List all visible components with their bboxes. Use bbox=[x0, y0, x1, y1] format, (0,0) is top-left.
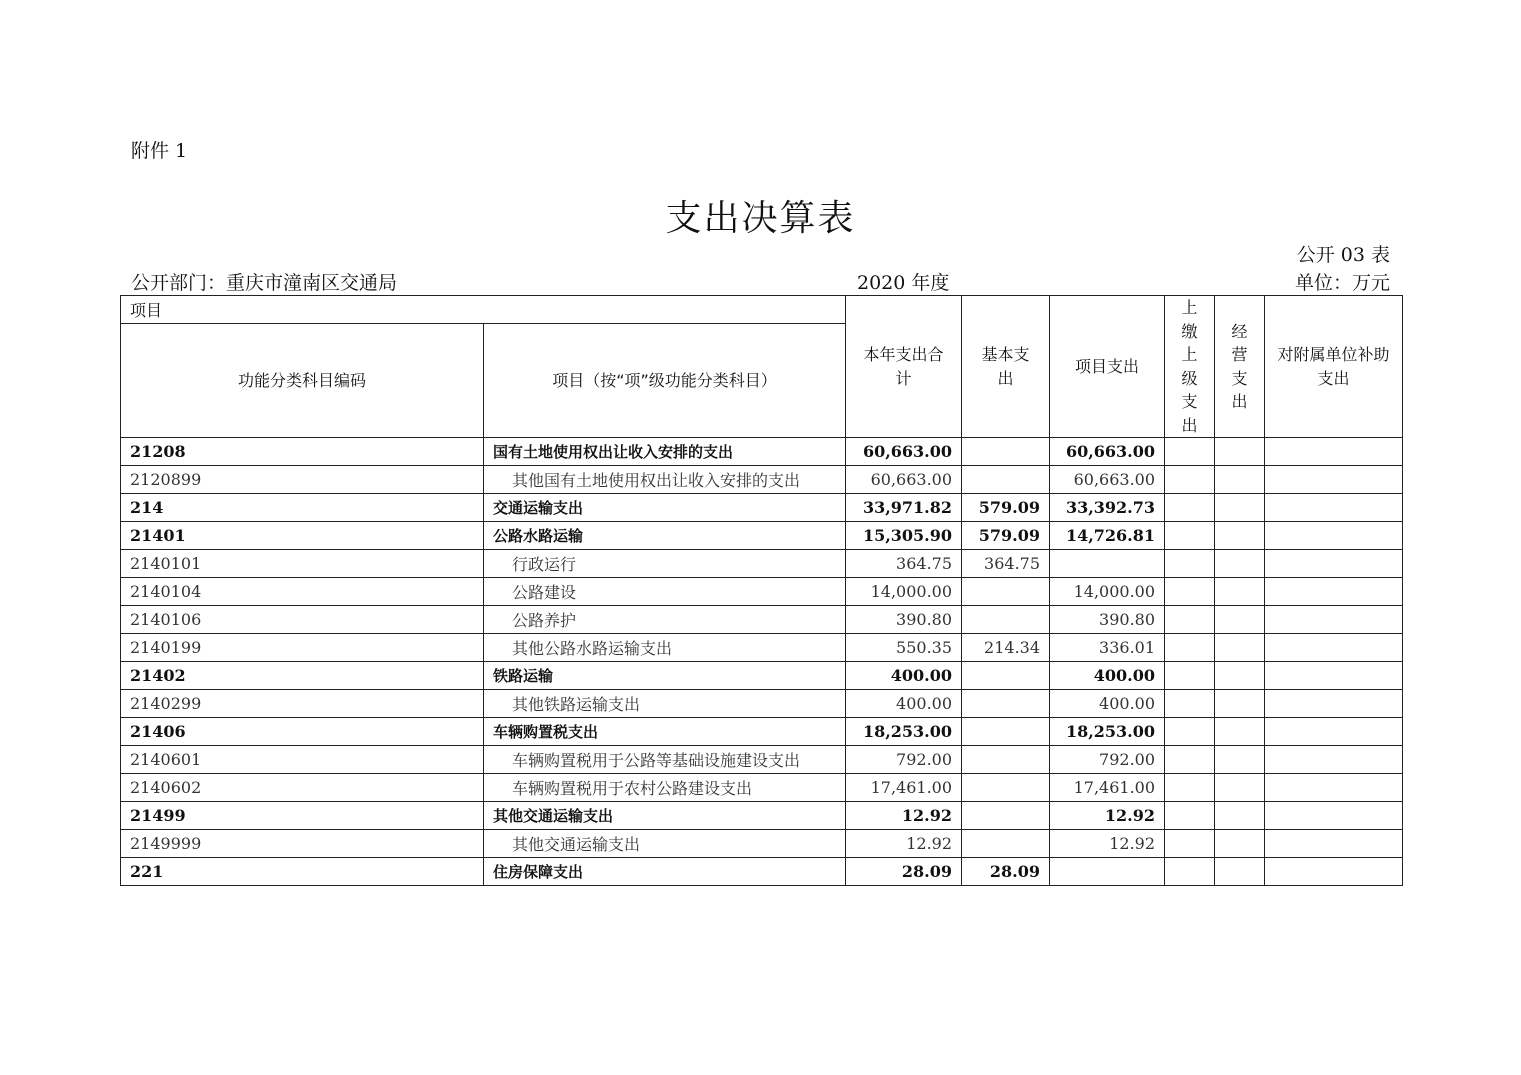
row-basic bbox=[962, 774, 1050, 802]
row-name: 公路建设 bbox=[484, 578, 846, 606]
row-total: 400.00 bbox=[846, 662, 962, 690]
row-name: 其他国有土地使用权出让收入安排的支出 bbox=[484, 466, 846, 494]
row-project bbox=[1050, 550, 1165, 578]
row-upper bbox=[1165, 438, 1215, 466]
row-total: 33,971.82 bbox=[846, 494, 962, 522]
row-business bbox=[1215, 438, 1265, 466]
row-name: 国有土地使用权出让收入安排的支出 bbox=[484, 438, 846, 466]
row-total: 14,000.00 bbox=[846, 578, 962, 606]
row-project: 17,461.00 bbox=[1050, 774, 1165, 802]
row-total: 12.92 bbox=[846, 830, 962, 858]
table-number: 公开 03 表 bbox=[1296, 244, 1390, 266]
row-subsidy bbox=[1265, 550, 1403, 578]
table-row bbox=[121, 494, 1403, 522]
table-row bbox=[121, 438, 1403, 466]
row-business bbox=[1215, 494, 1265, 522]
department-label: 公开部门：重庆市潼南区交通局 bbox=[131, 272, 398, 294]
row-project: 12.92 bbox=[1050, 830, 1165, 858]
row-business bbox=[1215, 662, 1265, 690]
row-basic bbox=[962, 438, 1050, 466]
row-business bbox=[1215, 634, 1265, 662]
row-business bbox=[1215, 830, 1265, 858]
row-business bbox=[1215, 690, 1265, 718]
row-business bbox=[1215, 606, 1265, 634]
row-project: 33,392.73 bbox=[1050, 494, 1165, 522]
row-code: 2140106 bbox=[121, 606, 484, 634]
row-project: 14,000.00 bbox=[1050, 578, 1165, 606]
row-subsidy bbox=[1265, 522, 1403, 550]
row-total: 400.00 bbox=[846, 690, 962, 718]
row-total: 17,461.00 bbox=[846, 774, 962, 802]
header-item: 项目 bbox=[121, 296, 846, 324]
row-project: 336.01 bbox=[1050, 634, 1165, 662]
row-subsidy bbox=[1265, 634, 1403, 662]
table-row bbox=[121, 746, 1403, 774]
table-row bbox=[121, 718, 1403, 746]
row-upper bbox=[1165, 802, 1215, 830]
row-upper bbox=[1165, 466, 1215, 494]
row-total: 550.35 bbox=[846, 634, 962, 662]
table-row bbox=[121, 662, 1403, 690]
row-total: 28.09 bbox=[846, 858, 962, 886]
table-row bbox=[121, 550, 1403, 578]
row-business bbox=[1215, 774, 1265, 802]
row-upper bbox=[1165, 830, 1215, 858]
row-subsidy bbox=[1265, 718, 1403, 746]
row-subsidy bbox=[1265, 438, 1403, 466]
row-subsidy bbox=[1265, 830, 1403, 858]
row-upper bbox=[1165, 494, 1215, 522]
row-name: 其他铁路运输支出 bbox=[484, 690, 846, 718]
row-basic bbox=[962, 690, 1050, 718]
attachment-label: 附件 1 bbox=[131, 140, 188, 162]
row-business bbox=[1215, 858, 1265, 886]
row-subsidy bbox=[1265, 746, 1403, 774]
row-code: 2149999 bbox=[121, 830, 484, 858]
row-business bbox=[1215, 578, 1265, 606]
row-code: 2140104 bbox=[121, 578, 484, 606]
row-subsidy bbox=[1265, 802, 1403, 830]
row-business bbox=[1215, 522, 1265, 550]
header-total: 本年支出合计 bbox=[846, 296, 962, 438]
table-row bbox=[121, 606, 1403, 634]
row-code: 21401 bbox=[121, 522, 484, 550]
row-basic bbox=[962, 830, 1050, 858]
row-business bbox=[1215, 746, 1265, 774]
table-row bbox=[121, 830, 1403, 858]
row-basic: 214.34 bbox=[962, 634, 1050, 662]
row-subsidy bbox=[1265, 466, 1403, 494]
table-row bbox=[121, 522, 1403, 550]
header-project: 项目支出 bbox=[1050, 296, 1165, 438]
row-name: 车辆购置税用于农村公路建设支出 bbox=[484, 774, 846, 802]
row-basic bbox=[962, 746, 1050, 774]
row-code: 2140299 bbox=[121, 690, 484, 718]
row-code: 214 bbox=[121, 494, 484, 522]
row-project: 60,663.00 bbox=[1050, 438, 1165, 466]
row-subsidy bbox=[1265, 494, 1403, 522]
row-code: 21208 bbox=[121, 438, 484, 466]
row-upper bbox=[1165, 662, 1215, 690]
row-project: 390.80 bbox=[1050, 606, 1165, 634]
row-project: 60,663.00 bbox=[1050, 466, 1165, 494]
row-subsidy bbox=[1265, 858, 1403, 886]
row-business bbox=[1215, 550, 1265, 578]
table-row bbox=[121, 578, 1403, 606]
row-name: 其他公路水路运输支出 bbox=[484, 634, 846, 662]
row-project: 400.00 bbox=[1050, 690, 1165, 718]
row-name: 公路水路运输 bbox=[484, 522, 846, 550]
row-code: 2120899 bbox=[121, 466, 484, 494]
row-name: 公路养护 bbox=[484, 606, 846, 634]
table-row bbox=[121, 466, 1403, 494]
table-row bbox=[121, 690, 1403, 718]
row-subsidy bbox=[1265, 774, 1403, 802]
row-subsidy bbox=[1265, 578, 1403, 606]
row-upper bbox=[1165, 522, 1215, 550]
row-basic bbox=[962, 606, 1050, 634]
row-total: 18,253.00 bbox=[846, 718, 962, 746]
row-name: 行政运行 bbox=[484, 550, 846, 578]
header-subsidy: 对附属单位补助支出 bbox=[1265, 296, 1403, 438]
row-upper bbox=[1165, 578, 1215, 606]
row-name: 车辆购置税用于公路等基础设施建设支出 bbox=[484, 746, 846, 774]
row-name: 其他交通运输支出 bbox=[484, 802, 846, 830]
row-name: 铁路运输 bbox=[484, 662, 846, 690]
row-project: 14,726.81 bbox=[1050, 522, 1165, 550]
row-project: 12.92 bbox=[1050, 802, 1165, 830]
header-code: 功能分类科目编码 bbox=[121, 324, 484, 438]
row-total: 15,305.90 bbox=[846, 522, 962, 550]
row-project bbox=[1050, 858, 1165, 886]
row-business bbox=[1215, 802, 1265, 830]
row-total: 60,663.00 bbox=[846, 466, 962, 494]
row-name: 车辆购置税支出 bbox=[484, 718, 846, 746]
row-code: 221 bbox=[121, 858, 484, 886]
row-code: 2140602 bbox=[121, 774, 484, 802]
table-row bbox=[121, 634, 1403, 662]
row-upper bbox=[1165, 550, 1215, 578]
row-project: 792.00 bbox=[1050, 746, 1165, 774]
row-total: 60,663.00 bbox=[846, 438, 962, 466]
row-name: 其他交通运输支出 bbox=[484, 830, 846, 858]
header-upper: 上缴上级支出 bbox=[1165, 296, 1215, 438]
row-basic bbox=[962, 802, 1050, 830]
row-code: 21499 bbox=[121, 802, 484, 830]
row-upper bbox=[1165, 858, 1215, 886]
row-basic: 579.09 bbox=[962, 494, 1050, 522]
row-business bbox=[1215, 466, 1265, 494]
row-name: 住房保障支出 bbox=[484, 858, 846, 886]
row-code: 2140101 bbox=[121, 550, 484, 578]
header-basic: 基本支出 bbox=[962, 296, 1050, 438]
row-upper bbox=[1165, 718, 1215, 746]
row-total: 364.75 bbox=[846, 550, 962, 578]
row-upper bbox=[1165, 774, 1215, 802]
row-basic: 364.75 bbox=[962, 550, 1050, 578]
row-basic bbox=[962, 718, 1050, 746]
row-code: 2140199 bbox=[121, 634, 484, 662]
row-code: 21402 bbox=[121, 662, 484, 690]
table-row bbox=[121, 774, 1403, 802]
unit-label: 单位：万元 bbox=[1294, 272, 1390, 294]
table-row bbox=[121, 802, 1403, 830]
table-row bbox=[121, 858, 1403, 886]
row-subsidy bbox=[1265, 662, 1403, 690]
row-basic bbox=[962, 578, 1050, 606]
page-title: 支出决算表 bbox=[665, 198, 856, 239]
header-business: 经营支出 bbox=[1215, 296, 1265, 438]
row-project: 400.00 bbox=[1050, 662, 1165, 690]
row-basic bbox=[962, 662, 1050, 690]
row-upper bbox=[1165, 634, 1215, 662]
row-subsidy bbox=[1265, 606, 1403, 634]
row-basic: 579.09 bbox=[962, 522, 1050, 550]
row-total: 390.80 bbox=[846, 606, 962, 634]
row-code: 2140601 bbox=[121, 746, 484, 774]
expenditure-table bbox=[120, 295, 1403, 886]
row-business bbox=[1215, 718, 1265, 746]
row-subsidy bbox=[1265, 690, 1403, 718]
row-upper bbox=[1165, 690, 1215, 718]
row-total: 792.00 bbox=[846, 746, 962, 774]
row-total: 12.92 bbox=[846, 802, 962, 830]
row-upper bbox=[1165, 606, 1215, 634]
row-name: 交通运输支出 bbox=[484, 494, 846, 522]
row-basic: 28.09 bbox=[962, 858, 1050, 886]
header-name: 项目（按“项”级功能分类科目） bbox=[484, 324, 846, 438]
fiscal-year: 2020 年度 bbox=[857, 272, 950, 294]
row-basic bbox=[962, 466, 1050, 494]
row-upper bbox=[1165, 746, 1215, 774]
row-project: 18,253.00 bbox=[1050, 718, 1165, 746]
row-code: 21406 bbox=[121, 718, 484, 746]
